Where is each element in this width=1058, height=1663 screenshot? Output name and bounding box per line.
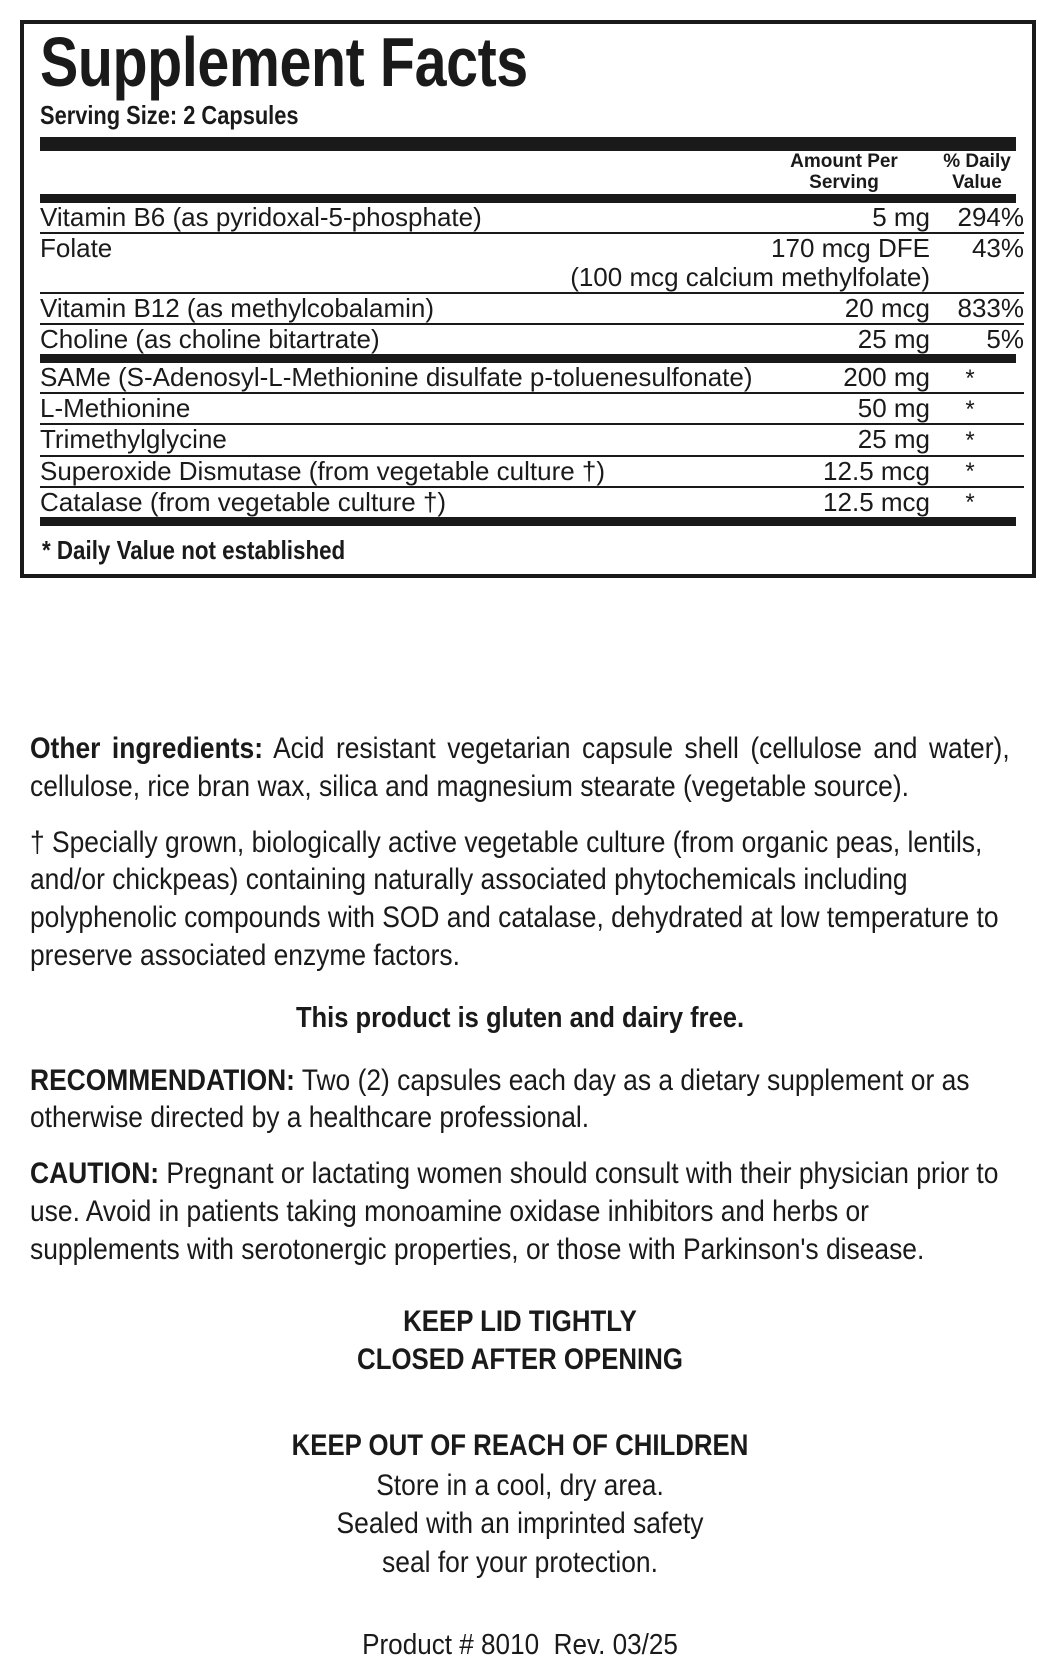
table-row: [40, 293, 1024, 324]
nutrient-daily-value: 833%: [957, 293, 1024, 324]
label-body-copy: [30, 730, 1010, 1663]
nutrient-daily-value: *: [965, 488, 975, 516]
table-row: [40, 424, 1024, 455]
table-row: [40, 393, 1024, 424]
nutrient-amount: 25 mg: [857, 324, 930, 355]
table-row: [40, 487, 1024, 517]
nutrient-name: Folate: [40, 232, 113, 263]
nutrient-daily-value: 43%: [971, 232, 1024, 263]
nutrient-amount: 170 mcg DFE: [771, 232, 930, 263]
table-row: [40, 203, 1024, 233]
nutrient-daily-value: *: [965, 395, 975, 423]
nutrient-amount: 200 mg: [843, 362, 930, 393]
header-dv-line2: Value: [952, 172, 1002, 194]
keep-lid-line1: KEEP LID TIGHTLY: [403, 1304, 637, 1338]
nutrient-name: Trimethylglycine: [40, 424, 227, 455]
nutrient-table-group2: [40, 363, 1024, 517]
recommendation-paragraph: [30, 1062, 1010, 1138]
header-blank-cell: [40, 151, 758, 194]
nutrient-amount: 50 mg: [857, 393, 930, 424]
nutrient-table-group1: [40, 203, 1024, 355]
other-ingredients-label: Other ingredients:: [30, 732, 264, 765]
table-header-row: [40, 151, 1024, 194]
keep-lid-statement: [99, 1303, 942, 1380]
subline-spacer: [930, 263, 1024, 293]
keep-lid-line2: CLOSED AFTER OPENING: [357, 1342, 683, 1376]
table-row: [40, 324, 1024, 354]
recommendation-label: RECOMMENDATION:: [30, 1063, 295, 1097]
other-ingredients-paragraph: [30, 730, 1010, 806]
nutrient-amount: 20 mcg: [844, 293, 930, 324]
nutrient-table: [40, 151, 1024, 194]
header-amount-line2: Serving: [809, 172, 879, 194]
nutrient-name: Vitamin B6 (as pyridoxal-5-phosphate): [40, 201, 482, 232]
other-ingredients-text: Acid resistant vegetarian capsule shell (cellulose and water), cellulose, rice bran wax, silica and magnesium stearate (vegetable source).: [30, 732, 1010, 803]
nutrient-name: Vitamin B12 (as methylcobalamin): [40, 293, 435, 324]
nutrient-daily-value: 294%: [957, 201, 1024, 232]
table-subrow: [40, 263, 1024, 293]
nutrient-name: L-Methionine: [40, 393, 191, 424]
panel-top-rule: [40, 137, 1016, 151]
page-title: Supplement Facts: [40, 23, 528, 101]
storage-line1: Store in a cool, dry area.: [376, 1468, 664, 1502]
nutrient-name: SAMe (S-Adenosyl-L-Methionine disulfate p-toluenesulfonate): [40, 362, 753, 393]
table-row: [40, 363, 1024, 393]
nutrient-daily-value: *: [965, 457, 975, 485]
table-row: [40, 456, 1024, 487]
table-row: [40, 233, 1024, 263]
storage-line2: Sealed with an imprinted safety: [336, 1507, 704, 1541]
table-bottom-rule: [40, 517, 1016, 526]
nutrient-name: Choline (as choline bitartrate): [40, 324, 380, 355]
nutrient-daily-value: 5%: [986, 324, 1024, 355]
nutrient-daily-value: *: [965, 364, 975, 392]
nutrient-subline: (100 mcg calcium methylfolate): [570, 261, 930, 292]
nutrient-name: Catalase (from vegetable culture †): [40, 486, 447, 517]
daily-value-footnote: * Daily Value not established: [42, 534, 346, 565]
header-amount-per-serving: [758, 151, 930, 194]
gluten-dairy-free-statement: This product is gluten and dairy free.: [295, 1001, 745, 1034]
nutrient-name: Superoxide Dismutase (from vegetable culture †): [40, 455, 606, 486]
keep-out-of-reach-statement: KEEP OUT OF REACH OF CHILDREN: [291, 1429, 749, 1463]
caution-text: Pregnant or lactating women should consult with their physician prior to use. Avoid in patients taking monoamine oxidase inhibitors and herbs or supplements with serotonergic properties, or those with Parkinson's disease.: [30, 1157, 999, 1266]
caution-paragraph: [30, 1155, 1010, 1268]
header-amount-line1: Amount Per: [790, 151, 898, 173]
serving-size-text: Serving Size: 2 Capsules: [40, 99, 299, 130]
product-number-revision: Product # 8010 Rev. 03/25: [362, 1629, 678, 1662]
nutrient-amount: 25 mg: [857, 424, 930, 455]
nutrient-amount: 5 mg: [872, 201, 930, 232]
header-daily-value: [930, 151, 1024, 194]
recommendation-text: Two (2) capsules each day as a dietary supplement or as otherwise directed by a healthcare professional.: [30, 1063, 970, 1135]
nutrient-daily-value: *: [965, 426, 975, 454]
dagger-footnote-paragraph: † Specially grown, biologically active vegetable culture (from organic peas, lentils, and/or chickpeas) containing naturally associated phytochemicals including polyphenolic compounds with SOD and catalase, dehydrated at low temperature to preserve associated enzyme factors.: [30, 825, 999, 972]
storage-statement: [89, 1467, 951, 1582]
storage-line3: seal for your protection.: [382, 1545, 658, 1579]
header-dv-line1: % Daily: [943, 151, 1011, 173]
nutrient-amount: 12.5 mcg: [823, 486, 930, 517]
supplement-facts-panel: [20, 20, 1036, 578]
caution-label: CAUTION:: [30, 1157, 160, 1191]
nutrient-amount: 12.5 mcg: [823, 455, 930, 486]
